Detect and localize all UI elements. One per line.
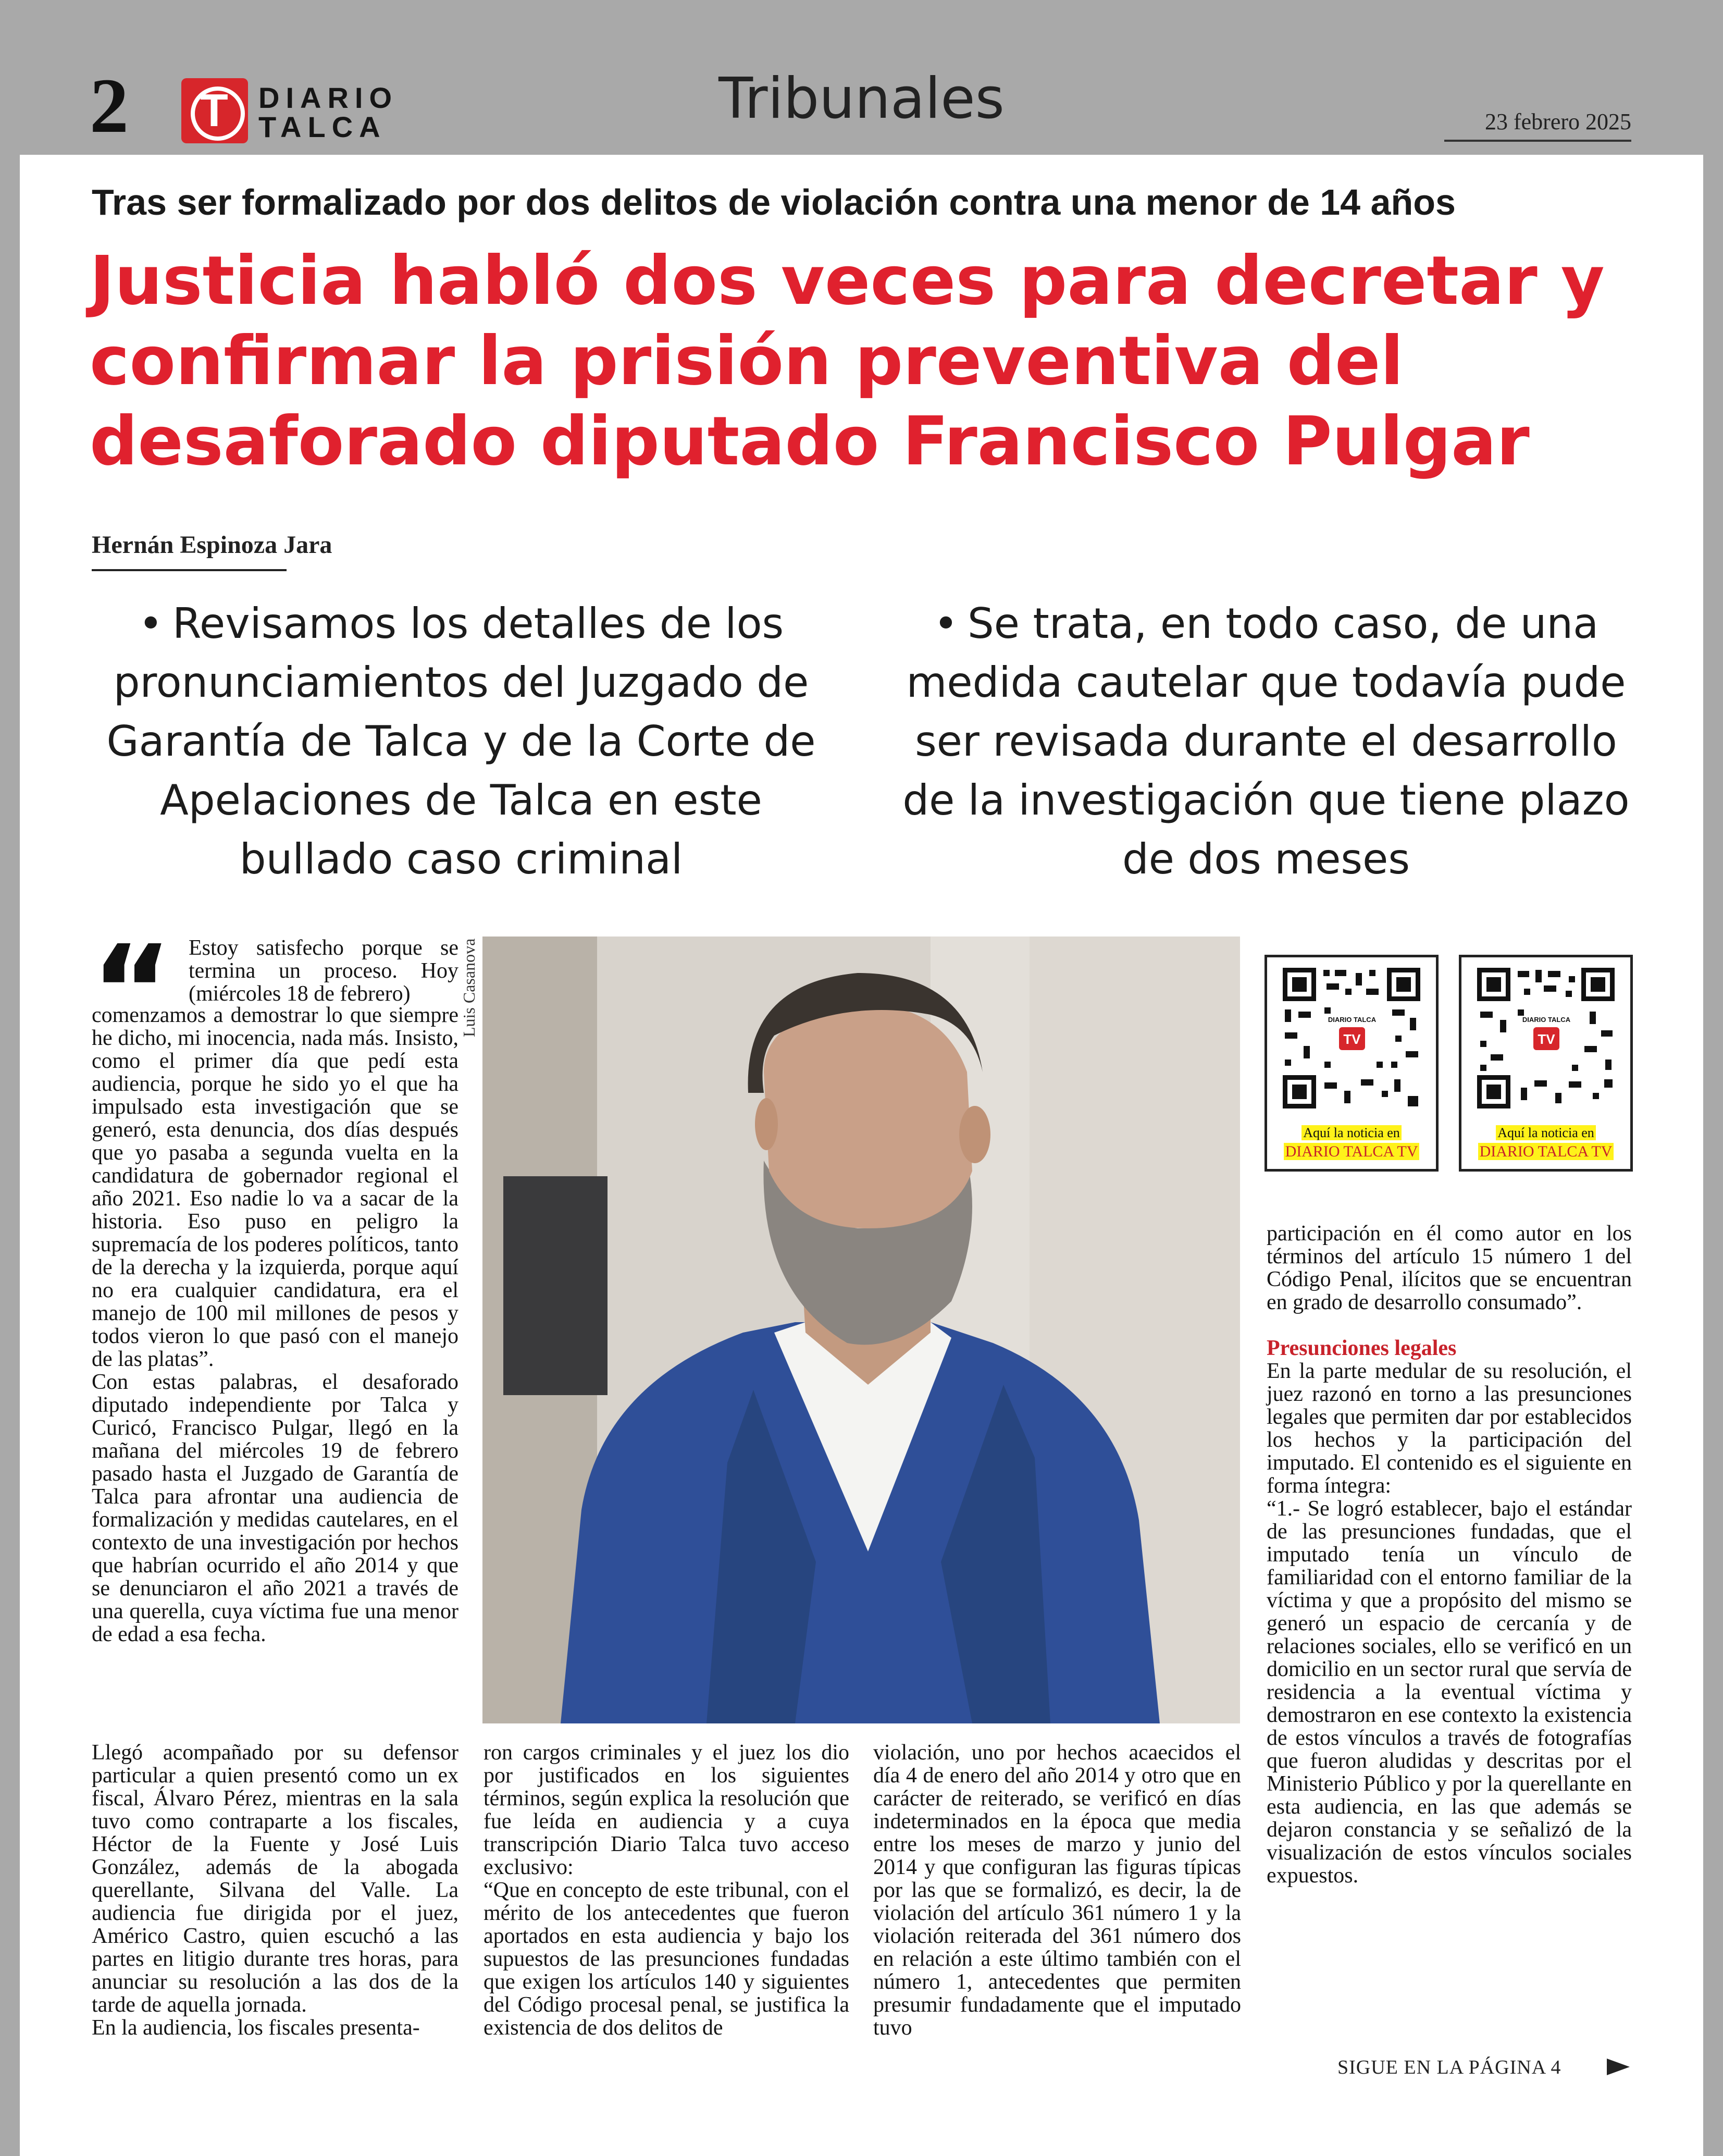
- bullet-icon: •: [933, 599, 959, 648]
- qr-code-icon: [1283, 968, 1420, 1108]
- qr-badge-brand: DIARIO TALCA: [1522, 1016, 1571, 1024]
- article-kicker: Tras ser formalizado por dos delitos de violación contra una menor de 14 años: [92, 182, 1456, 223]
- paragraph: violación, uno por hechos acaecidos el día 4 de enero del año 2014 y otro que en carácter de reiterado, se verificó en días indeterminados en la época que media entre los meses de marzo y junio del 2014 y que configuran las figuras típicas por las que se formalizó, es decir, la de violación del artículo 361 número 1 y la violación reiterada del 361 número dos en relación a este último también con el número 1, antecedentes que permiten presumir fundadamente que el imputado tuvo: [873, 1741, 1241, 2040]
- subheading: Presunciones legales: [1267, 1336, 1457, 1360]
- logo-text-talca: TALCA: [258, 110, 387, 143]
- lead-summary-2-text: Se trata, en todo caso, de una medida cautelar que todavía pude ser revisada durante el desarrollo de la investigación que tiene plazo de dos meses: [902, 599, 1630, 883]
- column-1-intro: [189, 937, 458, 1005]
- qr-badge-tv: TV: [1538, 1031, 1555, 1047]
- arrow-right-icon: [1607, 2059, 1630, 2075]
- lead-summary-2: [888, 594, 1644, 889]
- bullet-icon: •: [138, 599, 163, 648]
- opening-quote-icon: “: [91, 918, 162, 1064]
- column-2: [484, 1741, 849, 2039]
- article-headline: Justicia habló dos veces para decretar y confirmar la prisión preventiva del desaforado diputado Francisco Pulgar: [90, 242, 1605, 481]
- paragraph: Estoy satisfecho porque se termina un proceso. Hoy (miércoles 18 de febrero): [189, 936, 458, 1006]
- qr-code-card[interactable]: [1265, 955, 1439, 1172]
- paragraph: “1.- Se logró establecer, bajo el estándar de las presunciones fundadas, que el imputado tenía un vínculo de familiaridad con el entorno familiar de la víctima y que a propósito del mismo se generó un espacio de cercanía y de relaciones sociales, ello se verificó en un domicilio en un sector rural que servía de residencia a la eventual víctima y demostraron en ese contexto la existencia de estos vínculos a través de fotografías que fueron aludidas y descritas por el Ministerio Público y por la querellante en esta audiencia, en las que además se dejaron constancia y se señalizó de la visualización de estos vínculos sociales expuestos.: [1267, 1497, 1632, 1888]
- paragraph: En la parte medular de su resolución, el juez razonó en torno a las presunciones legales que permiten dar por establecidos los hechos y la participación del imputado. El contenido es el siguiente en forma íntegra:: [1267, 1359, 1632, 1498]
- paragraph: Llegó acompañado por su defensor particular a quien presentó como un ex fiscal, Álvaro Pérez, mientras en la sala tuvo como contraparte a los fiscales, Héctor de la Fuente y José Luis González, además de la abogada querellante, Silvana del Valle. La audiencia fue dirigida por el juez, Américo Castro, quien escuchó a las partes en litigio durante tres horas, para anunciar su resolución a las dos de la tarde de aquella jornada.: [92, 1741, 458, 2017]
- byline: Hernán Espinoza Jara: [92, 531, 332, 559]
- qr-badge-tv: TV: [1343, 1031, 1361, 1047]
- paragraph: En la audiencia, los fiscales presenta-: [92, 2016, 420, 2040]
- qr-code-card[interactable]: [1459, 955, 1633, 1172]
- page-number: 2: [90, 63, 129, 149]
- paragraph: participación en él como autor en los términos del artículo 15 número 1 del Código Penal, ilícitos que se encuentran en grado de desarrollo consumado”.: [1267, 1222, 1632, 1314]
- qr-caption: [1461, 1123, 1630, 1161]
- logo-mark-icon: T: [181, 78, 248, 143]
- paragraph: ron cargos criminales y el juez los dio por justificados en los siguientes términos, según explica la resolución que fue leída en audiencia y a cuya transcripción Diario Talca tuvo acceso exclusivo:: [484, 1741, 849, 1879]
- logo-text-diario: DIARIO: [258, 81, 398, 114]
- lead-summary-1-text: Revisamos los detalles de los pronunciamientos del Juzgado de Garantía de Talca y de la Corte de Apelaciones de Talca en este bullado caso criminal: [106, 599, 816, 883]
- qr-caption-line-1: Aquí la noticia en: [1301, 1125, 1402, 1140]
- article-photo: [482, 937, 1240, 1723]
- qr-caption: [1267, 1123, 1436, 1161]
- column-1: [92, 1004, 458, 1646]
- qr-caption-line-2: DIARIO TALCA TV: [1478, 1143, 1614, 1160]
- byline-rule: [92, 569, 287, 571]
- lead-summary-1: [83, 594, 839, 889]
- continue-link[interactable]: SIGUE EN LA PÁGINA 4: [1337, 2056, 1561, 2078]
- qr-badge-brand: DIARIO TALCA: [1328, 1016, 1377, 1024]
- paragraph: “Que en concepto de este tribunal, con el mérito de los antecedentes que fueron aportados en esta audiencia y bajo los supuestos de las presunciones fundadas que exigen los artículos 140 y siguientes del Código procesal penal, se justifica la existencia de dos delitos de: [484, 1878, 849, 2040]
- portrait-illustration: [482, 937, 1240, 1723]
- paragraph: Con estas palabras, el desaforado diputado independiente por Talca y Curicó, Francisco Pulgar, llegó en la mañana del miércoles 19 de febrero pasado hasta el Juzgado de Garantía de Talca para afrontar una audiencia de formalización y medidas cautelares, en el contexto de una investigación por hechos que habrían ocurrido el año 2014 y que se denunciaron el año 2021 a través de una querella, cuya víctima fue una menor de edad a esa fecha.: [92, 1370, 458, 1646]
- issue-date: 23 febrero 2025: [1484, 109, 1631, 134]
- section-title: Tribunales: [718, 66, 1005, 131]
- column-3: [873, 1741, 1241, 2039]
- date-rule: [1444, 140, 1631, 142]
- column-4: [1267, 1222, 1632, 1887]
- qr-code-icon: [1477, 968, 1615, 1108]
- qr-caption-line-1: Aquí la noticia en: [1496, 1125, 1596, 1140]
- column-1-continued: [92, 1741, 458, 2039]
- qr-caption-line-2: DIARIO TALCA TV: [1284, 1143, 1420, 1160]
- photo-credit: Luis Casanova: [460, 938, 478, 1037]
- paragraph: comenzamos a demostrar lo que siempre he dicho, mi inocencia, nada más. Insisto, como el primer día que pedí esta audiencia, porque he sido yo el que ha impulsado esta investigación que se generó, esta denuncia, dos días después que yo pasaba a segunda vuelta en la candidatura de gobernador regional el año 2021. Eso nadie lo va a sacar de la historia. Eso puso en peligro la supremacía de los poderes políticos, tanto de la derecha y la izquierda, porque aquí no era cualquier candidatura, era el manejo de 100 mil millones de pesos y todos vieron lo que pasó con el manejo de las platas”.: [92, 1003, 458, 1371]
